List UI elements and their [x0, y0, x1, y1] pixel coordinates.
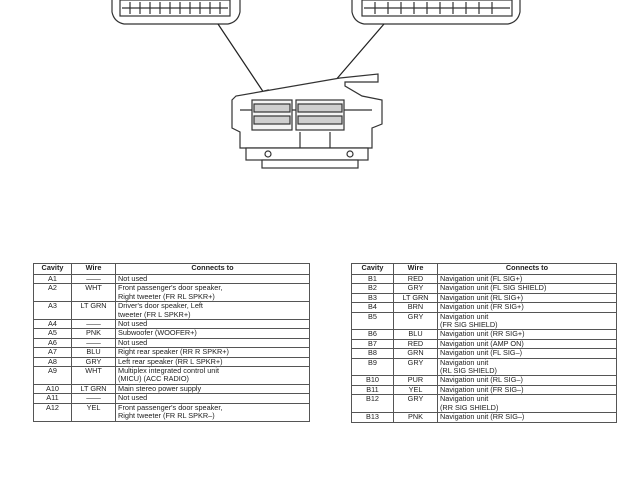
- cavity-cell: B10: [352, 376, 394, 385]
- connects-to-line: Navigation unit (RL SIG+): [440, 292, 524, 302]
- connects-to-line: Right tweeter (FR RL SPKR+): [118, 291, 215, 301]
- table-row: [352, 312, 617, 330]
- wire-cell: PNK: [72, 329, 116, 338]
- cavity-cell: A6: [34, 338, 72, 347]
- wire-cell: BLU: [72, 348, 116, 357]
- wire-cell: WHT: [72, 284, 116, 302]
- table-row: [352, 303, 617, 312]
- connects-to-cell: [116, 403, 310, 421]
- cavity-cell: B2: [352, 284, 394, 293]
- cavity-cell: A1: [34, 275, 72, 284]
- cavity-cell: B12: [352, 395, 394, 413]
- connects-to-cell: [116, 302, 310, 320]
- cavity-table-a: [33, 263, 310, 422]
- wire-cell: GRY: [394, 358, 438, 376]
- header-cavity: Cavity: [34, 264, 72, 275]
- cavity-cell: B11: [352, 385, 394, 394]
- table-row: [34, 302, 310, 320]
- table-row: [34, 367, 310, 385]
- connects-to-cell: [438, 312, 617, 330]
- connects-to-line: Navigation unit (FR SIG–): [440, 384, 524, 394]
- connects-to-line: Driver's door speaker, Left: [118, 301, 203, 311]
- wire-cell: RED: [394, 339, 438, 348]
- wire-cell: BLU: [394, 330, 438, 339]
- connects-to-cell: [438, 284, 617, 293]
- header-connects-to: Connects to: [438, 264, 617, 275]
- connects-to-line: tweeter (FR L SPKR+): [118, 309, 191, 319]
- wire-cell: LT GRN: [72, 302, 116, 320]
- wire-cell: GRY: [72, 357, 116, 366]
- connects-to-cell: [438, 413, 617, 422]
- table-row: [34, 329, 310, 338]
- connects-to-line: Multiplex integrated control unit: [118, 366, 219, 376]
- connects-to-cell: [116, 367, 310, 385]
- connects-to-line: Not used: [118, 393, 148, 403]
- audio-unit-body: [232, 74, 382, 168]
- cavity-cell: A9: [34, 367, 72, 385]
- connects-to-line: (RL SIG SHIELD): [440, 366, 497, 376]
- wire-cell: ——: [72, 394, 116, 403]
- connects-to-line: Navigation unit (FL SIG SHIELD): [440, 283, 547, 293]
- header-wire: Wire: [394, 264, 438, 275]
- cavity-cell: A3: [34, 302, 72, 320]
- table-row: [34, 284, 310, 302]
- connects-to-cell: [116, 329, 310, 338]
- header-cavity: Cavity: [352, 264, 394, 275]
- connects-to-line: Front passenger's door speaker,: [118, 402, 223, 412]
- cavity-cell: B8: [352, 349, 394, 358]
- wire-cell: GRN: [394, 349, 438, 358]
- connects-to-line: Not used: [118, 319, 148, 329]
- wire-cell: PNK: [394, 413, 438, 422]
- wire-cell: LT GRN: [72, 384, 116, 393]
- connects-to-cell: [438, 376, 617, 385]
- connects-to-line: Front passenger's door speaker,: [118, 283, 223, 293]
- wire-cell: YEL: [394, 385, 438, 394]
- connects-to-line: Navigation unit (FL SIG–): [440, 348, 523, 358]
- connects-to-line: Subwoofer (WOOFER+): [118, 328, 197, 338]
- connects-to-line: (MICU) (ACC RADIO): [118, 374, 189, 384]
- cavity-cell: B1: [352, 275, 394, 284]
- connects-to-cell: [438, 395, 617, 413]
- wire-cell: GRY: [394, 312, 438, 330]
- connects-to-cell: [438, 303, 617, 312]
- cavity-cell: A12: [34, 403, 72, 421]
- connects-to-cell: [438, 349, 617, 358]
- table-row: [352, 413, 617, 422]
- cavity-cell: B3: [352, 293, 394, 302]
- wire-cell: BRN: [394, 303, 438, 312]
- table-row: [352, 349, 617, 358]
- cavity-cell: A11: [34, 394, 72, 403]
- table-row: [352, 395, 617, 413]
- connects-to-cell: [116, 394, 310, 403]
- cavity-cell: A2: [34, 284, 72, 302]
- cavity-cell: A5: [34, 329, 72, 338]
- cavity-cell: A8: [34, 357, 72, 366]
- cavity-cell: A10: [34, 384, 72, 393]
- wire-cell: ——: [72, 275, 116, 284]
- connects-to-line: Navigation unit (RL SIG–): [440, 375, 523, 385]
- wire-cell: LT GRN: [394, 293, 438, 302]
- cavity-cell: A7: [34, 348, 72, 357]
- connects-to-line: Right tweeter (FR RL SPKR–): [118, 411, 215, 421]
- wire-cell: GRY: [394, 395, 438, 413]
- connects-to-line: Navigation unit (RR SIG–): [440, 412, 525, 422]
- wire-cell: PUR: [394, 376, 438, 385]
- table-row: [34, 384, 310, 393]
- connects-to-line: Main stereo power supply: [118, 383, 202, 393]
- connects-to-line: Navigation unit (FL SIG+): [440, 274, 523, 283]
- connects-to-line: Not used: [118, 337, 148, 347]
- table-row: [34, 348, 310, 357]
- table-row: [34, 403, 310, 421]
- connector-b-face: [352, 0, 520, 24]
- connects-to-line: Navigation unit (AMP ON): [440, 338, 524, 348]
- table-row: [352, 330, 617, 339]
- table-header-row: [34, 264, 310, 275]
- connects-to-cell: [116, 284, 310, 302]
- cavity-cell: B4: [352, 303, 394, 312]
- header-wire: Wire: [72, 264, 116, 275]
- wire-cell: WHT: [72, 367, 116, 385]
- connector-diagram: [0, 0, 640, 175]
- connects-to-line: Not used: [118, 274, 148, 283]
- cavity-cell: B6: [352, 330, 394, 339]
- wire-cell: ——: [72, 320, 116, 329]
- connects-to-line: Navigation unit (FR SIG+): [440, 302, 524, 312]
- table-header-row: [352, 264, 617, 275]
- cavity-table-b: [351, 263, 617, 423]
- wire-cell: ——: [72, 338, 116, 347]
- connects-to-line: Navigation unit (RR SIG+): [440, 329, 525, 339]
- connects-to-cell: [116, 348, 310, 357]
- table-row: [352, 358, 617, 376]
- cavity-cell: B7: [352, 339, 394, 348]
- connects-to-line: (FR SIG SHIELD): [440, 320, 498, 330]
- cavity-cell: B13: [352, 413, 394, 422]
- connects-to-line: Left rear speaker (RR L SPKR+): [118, 356, 223, 366]
- connects-to-cell: [438, 330, 617, 339]
- table-row: [34, 394, 310, 403]
- connects-to-line: Navigation unit: [440, 311, 489, 321]
- connects-to-line: Navigation unit: [440, 357, 489, 367]
- wire-cell: YEL: [72, 403, 116, 421]
- cavity-cell: B9: [352, 358, 394, 376]
- connects-to-line: Navigation unit: [440, 394, 489, 404]
- header-connects-to: Connects to: [116, 264, 310, 275]
- connects-to-line: (RR SIG SHIELD): [440, 402, 499, 412]
- table-row: [352, 284, 617, 293]
- connector-a-face: [112, 0, 240, 24]
- wire-cell: RED: [394, 275, 438, 284]
- table-row: [352, 376, 617, 385]
- connects-to-cell: [438, 358, 617, 376]
- cavity-cell: A4: [34, 320, 72, 329]
- cavity-cell: B5: [352, 312, 394, 330]
- connects-to-line: Right rear speaker (RR R SPKR+): [118, 347, 229, 357]
- wire-cell: GRY: [394, 284, 438, 293]
